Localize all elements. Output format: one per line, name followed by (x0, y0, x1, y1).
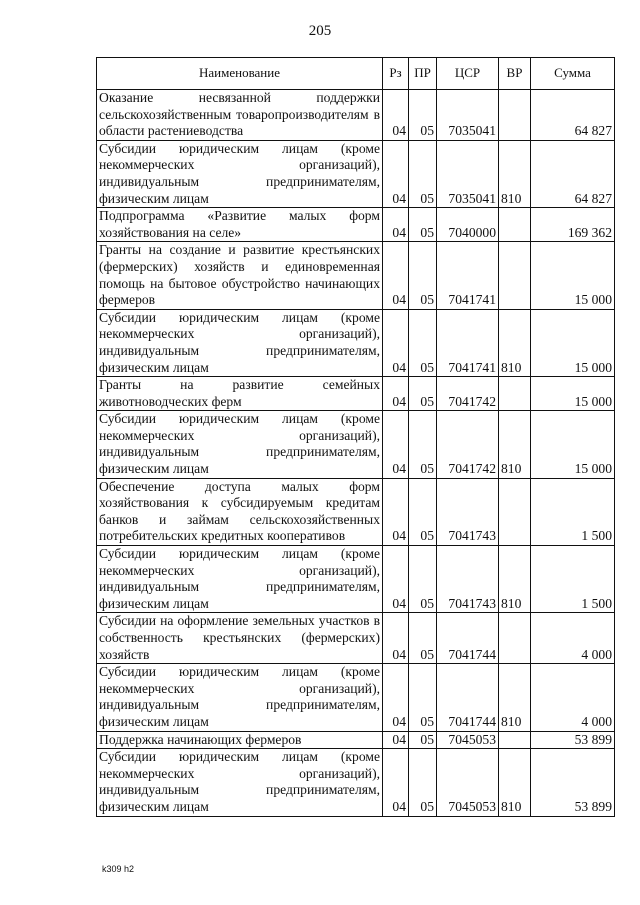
header-sum: Сумма (531, 58, 615, 90)
cell-pr: 05 (409, 613, 437, 664)
cell-vr: 810 (499, 140, 531, 207)
table-row (97, 749, 615, 816)
footer-code: k309 h2 (102, 864, 135, 874)
cell-sum: 15 000 (531, 309, 615, 376)
cell-csr: 7035041 (437, 90, 499, 141)
cell-sum: 64 827 (531, 140, 615, 207)
cell-vr: 810 (499, 749, 531, 816)
cell-name: Подпрограмма «Развитие малых форм хозяйствования на селе» (97, 208, 383, 242)
cell-pr: 05 (409, 309, 437, 376)
cell-name: Поддержка начинающих фермеров (97, 731, 383, 749)
cell-name: Субсидии юридическим лицам (кроме некоммерческих организаций), индивидуальным предпринимателям, физическим лицам (97, 411, 383, 478)
cell-vr (499, 478, 531, 545)
cell-csr: 7041741 (437, 242, 499, 309)
budget-table (96, 57, 615, 817)
cell-pr: 05 (409, 411, 437, 478)
cell-name: Субсидии юридическим лицам (кроме некоммерческих организаций), индивидуальным предпринимателям, физическим лицам (97, 664, 383, 731)
cell-sum: 15 000 (531, 377, 615, 411)
cell-sum: 53 899 (531, 731, 615, 749)
cell-name: Субсидии юридическим лицам (кроме некоммерческих организаций), индивидуальным предпринимателям, физическим лицам (97, 546, 383, 613)
cell-name: Оказание несвязанной поддержки сельскохозяйственным товаропроизводителям в области растениеводства (97, 90, 383, 141)
cell-sum: 15 000 (531, 411, 615, 478)
header-csr: ЦСР (437, 58, 499, 90)
cell-rz: 04 (383, 411, 409, 478)
cell-rz: 04 (383, 613, 409, 664)
cell-rz: 04 (383, 208, 409, 242)
table-row (97, 90, 615, 141)
cell-csr: 7041742 (437, 377, 499, 411)
cell-vr (499, 90, 531, 141)
header-rz: Рз (383, 58, 409, 90)
cell-rz: 04 (383, 90, 409, 141)
cell-rz: 04 (383, 309, 409, 376)
cell-sum: 64 827 (531, 90, 615, 141)
cell-csr: 7041743 (437, 478, 499, 545)
cell-name: Обеспечение доступа малых форм хозяйствования к субсидируемым кредитам банков и займам сельскохозяйственных потребительских кредитных кооперативов (97, 478, 383, 545)
cell-rz: 04 (383, 664, 409, 731)
table-body (97, 90, 615, 817)
table-header-row (97, 58, 615, 90)
cell-vr (499, 731, 531, 749)
table-row (97, 731, 615, 749)
cell-csr: 7045053 (437, 731, 499, 749)
cell-pr: 05 (409, 664, 437, 731)
cell-name: Субсидии юридическим лицам (кроме некоммерческих организаций), индивидуальным предпринимателям, физическим лицам (97, 749, 383, 816)
cell-pr: 05 (409, 749, 437, 816)
table-row (97, 664, 615, 731)
header-pr: ПР (409, 58, 437, 90)
cell-name: Субсидии на оформление земельных участков в собственность крестьянских (фермерских) хозяйств (97, 613, 383, 664)
table-row (97, 411, 615, 478)
table-row (97, 546, 615, 613)
cell-rz: 04 (383, 749, 409, 816)
cell-csr: 7035041 (437, 140, 499, 207)
cell-csr: 7040000 (437, 208, 499, 242)
cell-rz: 04 (383, 242, 409, 309)
cell-name: Гранты на создание и развитие крестьянских (фермерских) хозяйств и единовременная помощь на бытовое обустройство начинающих фермеров (97, 242, 383, 309)
table-row (97, 613, 615, 664)
cell-name: Гранты на развитие семейных животноводческих ферм (97, 377, 383, 411)
table-row (97, 478, 615, 545)
table-row (97, 242, 615, 309)
page-number: 205 (308, 23, 332, 39)
header-name: Наименование (97, 58, 383, 90)
cell-sum: 4 000 (531, 613, 615, 664)
cell-sum: 4 000 (531, 664, 615, 731)
cell-rz: 04 (383, 140, 409, 207)
cell-pr: 05 (409, 90, 437, 141)
cell-csr: 7041741 (437, 309, 499, 376)
cell-vr: 810 (499, 411, 531, 478)
cell-sum: 15 000 (531, 242, 615, 309)
cell-vr (499, 613, 531, 664)
table-row (97, 377, 615, 411)
cell-vr (499, 242, 531, 309)
cell-sum: 1 500 (531, 546, 615, 613)
cell-csr: 7041744 (437, 613, 499, 664)
cell-pr: 05 (409, 208, 437, 242)
cell-vr (499, 377, 531, 411)
cell-rz: 04 (383, 546, 409, 613)
cell-pr: 05 (409, 242, 437, 309)
header-vr: ВР (499, 58, 531, 90)
cell-csr: 7041742 (437, 411, 499, 478)
cell-vr (499, 208, 531, 242)
cell-rz: 04 (383, 478, 409, 545)
cell-sum: 169 362 (531, 208, 615, 242)
cell-sum: 1 500 (531, 478, 615, 545)
cell-csr: 7041744 (437, 664, 499, 731)
cell-pr: 05 (409, 140, 437, 207)
cell-rz: 04 (383, 731, 409, 749)
cell-vr: 810 (499, 664, 531, 731)
cell-csr: 7045053 (437, 749, 499, 816)
cell-pr: 05 (409, 731, 437, 749)
cell-pr: 05 (409, 478, 437, 545)
table-row (97, 208, 615, 242)
cell-name: Субсидии юридическим лицам (кроме некоммерческих организаций), индивидуальным предпринимателям, физическим лицам (97, 309, 383, 376)
cell-vr: 810 (499, 546, 531, 613)
cell-sum: 53 899 (531, 749, 615, 816)
cell-pr: 05 (409, 546, 437, 613)
table-row (97, 140, 615, 207)
table-row (97, 309, 615, 376)
cell-vr: 810 (499, 309, 531, 376)
cell-pr: 05 (409, 377, 437, 411)
cell-rz: 04 (383, 377, 409, 411)
cell-csr: 7041743 (437, 546, 499, 613)
cell-name: Субсидии юридическим лицам (кроме некоммерческих организаций), индивидуальным предпринимателям, физическим лицам (97, 140, 383, 207)
